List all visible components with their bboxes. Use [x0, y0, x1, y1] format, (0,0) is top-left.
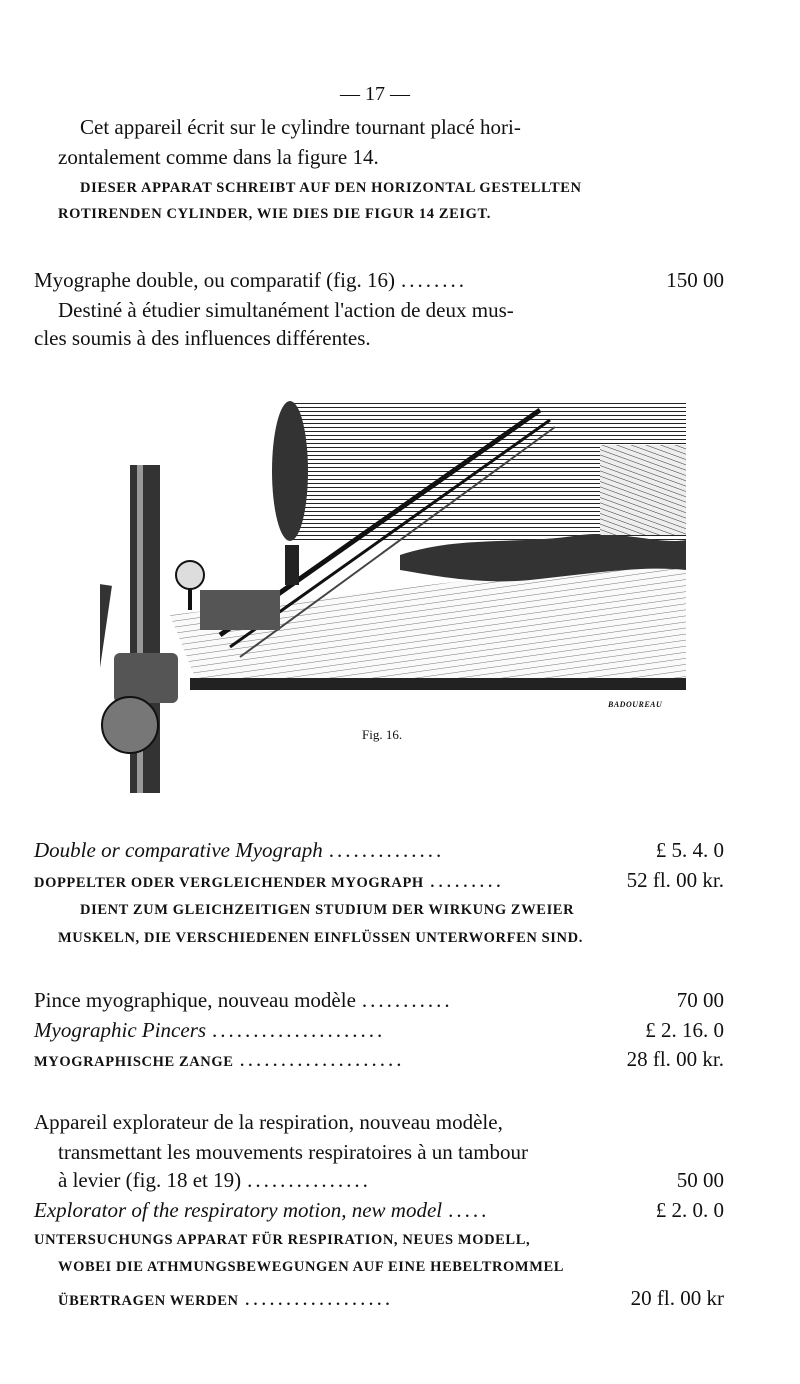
pince-de-label: MYOGRAPHISCHE ZANGE: [34, 1054, 234, 1070]
pince-de-price: 28 fl. 00 kr.: [626, 1047, 724, 1071]
myographe-price-row: [34, 268, 724, 292]
pince-en-label: Myographic Pincers: [34, 1018, 207, 1042]
pince-en-row: [34, 1018, 724, 1042]
leader-dots: .....: [448, 1198, 490, 1222]
pince-en-price: £ 2. 16. 0: [645, 1018, 724, 1042]
pince-de-row: [34, 1047, 724, 1071]
double-myograph-en-label: Double or comparative Myograph: [34, 838, 323, 862]
leader-dots: ..................: [244, 1286, 394, 1310]
appareil-en-price: £ 2. 0. 0: [655, 1198, 724, 1222]
appareil-fr-price: 50 00: [676, 1168, 724, 1192]
clamp-knob: [102, 697, 158, 753]
appareil-fr-line-2: transmettant les mouvements respiratoires à un tambour: [58, 1140, 529, 1164]
clamp: [114, 653, 178, 703]
cylinder-end: [272, 401, 308, 541]
leader-dots: ....................: [239, 1047, 405, 1071]
double-myograph-en-price: £ 5. 4. 0: [655, 838, 724, 862]
leader-dots: ..............: [328, 838, 445, 862]
leader-dots: .....................: [212, 1018, 386, 1042]
pince-fr-row: [34, 988, 724, 1012]
leader-dots: ........: [400, 268, 467, 292]
double-myograph-en-row: [34, 838, 724, 862]
myographe-label: Myographe double, ou comparatif (fig. 16): [34, 268, 395, 292]
pince-fr-price: 70 00: [676, 988, 724, 1012]
appareil-en-label: Explorator of the respiratory motion, new model: [34, 1198, 443, 1222]
appareil-de-line-1: UNTERSUCHUNGS APPARAT FÜR RESPIRATION, NEUES MODELL,: [34, 1232, 531, 1248]
leader-dots: .........: [429, 868, 505, 892]
net: [600, 445, 686, 535]
appareil-de-line-3: ÜBERTRAGEN WERDEN: [58, 1293, 239, 1309]
pince-fr-label: Pince myographique, nouveau modèle: [34, 988, 356, 1012]
page-number: — 17 —: [340, 83, 410, 105]
engraver-signature: BADOUREAU: [608, 700, 663, 709]
table-edge: [190, 678, 686, 690]
appareil-fr-line-3: à levier (fig. 18 et 19): [58, 1168, 242, 1192]
intro-fr-line-1: Cet appareil écrit sur le cylindre tournant placé hori-: [80, 115, 521, 139]
appareil-fr-row: [58, 1168, 724, 1192]
appareil-de-row: [58, 1286, 724, 1310]
myographe-desc-line-1: Destiné à étudier simultanément l'action de deux mus-: [58, 298, 514, 322]
appareil-fr-line-1: Appareil explorateur de la respiration, nouveau modèle,: [34, 1110, 503, 1134]
double-myograph-de-row: [34, 868, 724, 892]
appareil-en-row: [34, 1198, 724, 1222]
double-myograph-de-desc-line-2: MUSKELN, DIE VERSCHIEDENEN EINFLÜSSEN UNTERWORFEN SIND.: [58, 930, 583, 946]
lever-block: [200, 590, 280, 630]
myographe-price: 150 00: [666, 268, 724, 292]
leader-dots: ...............: [247, 1168, 371, 1192]
appareil-de-price: 20 fl. 00 kr: [630, 1286, 724, 1310]
double-myograph-de-desc-line-1: DIENT ZUM GLEICHZEITIGEN STUDIUM DER WIRKUNG ZWEIER: [80, 902, 575, 918]
intro-de-line-1: DIESER APPARAT SCHREIBT AUF DEN HORIZONTAL GESTELLTEN: [80, 180, 582, 196]
myographe-desc-line-2: cles soumis à des influences différentes.: [34, 326, 371, 350]
screw-head: [176, 561, 204, 589]
appareil-de-line-2: WOBEI DIE ATHMUNGSBEWEGUNGEN AUF EINE HEBELTROMMEL: [58, 1259, 565, 1275]
double-myograph-de-label: DOPPELTER ODER VERGLEICHENDER MYOGRAPH: [34, 875, 424, 891]
leader-dots: ...........: [361, 988, 453, 1012]
figure-caption: Fig. 16.: [362, 727, 403, 742]
double-myograph-de-price: 52 fl. 00 kr.: [626, 868, 724, 892]
intro-de-line-2: ROTIRENDEN CYLINDER, WIE DIES DIE FIGUR 14 ZEIGT.: [58, 206, 491, 222]
intro-fr-line-2: zontalement comme dans la figure 14.: [58, 145, 379, 169]
